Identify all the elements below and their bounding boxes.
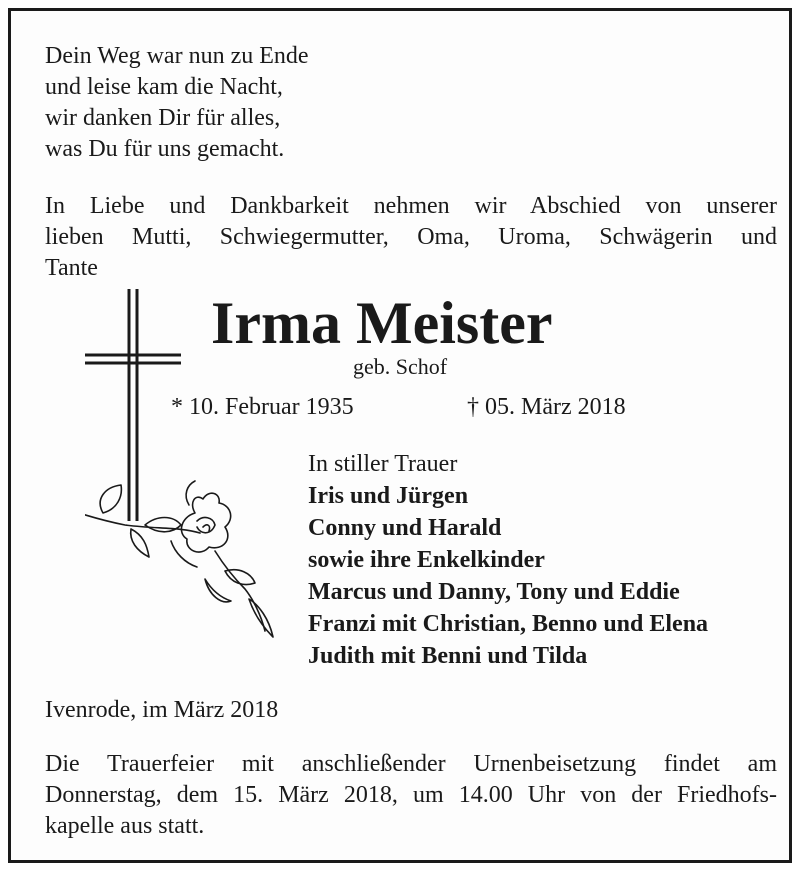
- birth-name: geb. Schof: [353, 354, 448, 379]
- mourners-heading: In stiller Trauer: [308, 451, 458, 477]
- mourners-block: [308, 448, 708, 672]
- intro-line: Tante: [45, 255, 98, 281]
- poem-line: und leise kam die Nacht,: [45, 74, 283, 100]
- place-date: Ivenrode, im März 2018: [45, 697, 279, 723]
- mourner-line: Marcus und Danny, Tony und Eddie: [308, 579, 680, 605]
- memorial-poem: [45, 41, 309, 165]
- mourner-line: Franzi mit Christian, Benno und Elena: [308, 611, 709, 637]
- mourner-line: sowie ihre Enkelkinder: [308, 547, 545, 573]
- obituary-frame: [8, 8, 792, 863]
- ceremony-notice: [45, 749, 777, 842]
- poem-line: Dein Weg war nun zu Ende: [45, 43, 309, 69]
- poem-line: wir danken Dir für alles,: [45, 105, 281, 131]
- ceremony-line: Die Trauerfeier mit anschließender Urnenbeisetzung findet am: [45, 751, 777, 777]
- intro-paragraph: [45, 191, 777, 284]
- poem-line: was Du für uns gemacht.: [45, 136, 285, 162]
- intro-line: lieben Mutti, Schwiegermutter, Oma, Uroma, Schwägerin und: [45, 224, 777, 250]
- mourner-line: Conny und Harald: [308, 515, 502, 541]
- rose-icon: [85, 481, 273, 637]
- deceased-name: Irma Meister: [211, 290, 553, 356]
- birth-date: * 10. Februar 1935: [171, 394, 354, 420]
- ceremony-line: Donnerstag, dem 15. März 2018, um 14.00 Uhr von der Friedhofs-: [45, 782, 777, 808]
- mourner-line: Judith mit Benni und Tilda: [308, 643, 588, 669]
- ceremony-line: kapelle aus statt.: [45, 813, 205, 839]
- mourner-line: Iris und Jürgen: [308, 483, 469, 509]
- death-date: † 05. März 2018: [467, 394, 626, 420]
- intro-line: In Liebe und Dankbarkeit nehmen wir Abschied von unserer: [45, 193, 777, 219]
